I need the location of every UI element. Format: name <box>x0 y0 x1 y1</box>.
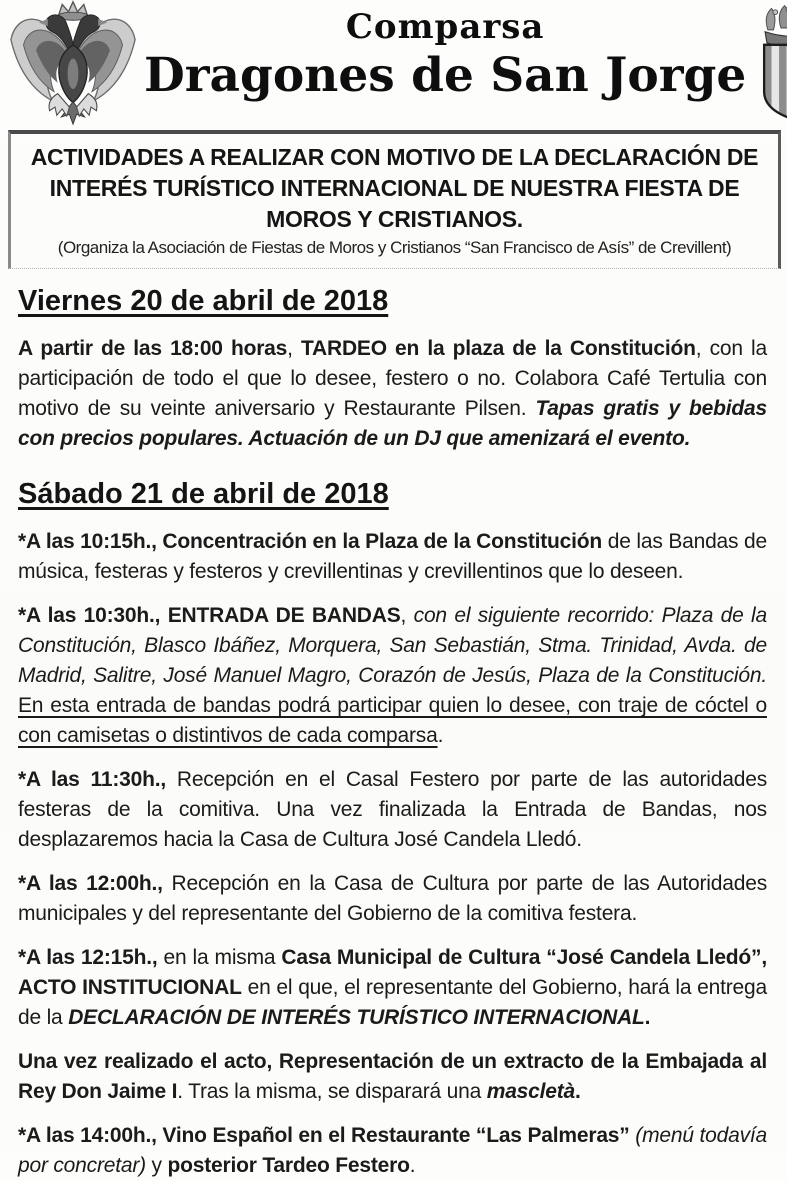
title-block <box>144 0 746 99</box>
event-paragraph-tardeo-1800: A partir de las 18:00 horas, TARDEO en la plaza de la Constitución, con la participación de todo el que lo desee, festero o no. Colabora Café Tertulia con motivo de su veinte aniversario y Restaurante Pilsen. Tapas gratis y bebidas con precios populares. Actuación de un DJ que amenizará el evento. <box>18 334 767 454</box>
notice-organizer: (Organiza la Asociación de Fiestas de Moros y Cristianos “San Francisco de Asís” de Crevillent) <box>21 238 768 258</box>
day-heading-saturday: Sábado 21 de abril de 2018 <box>18 478 389 511</box>
event-paragraph-concentracion-1015: *A las 10:15h., Concentración en la Plaza de la Constitución de las Bandas de música, festeras y festeros y crevillentinas y crevillentinos que lo deseen. <box>18 527 767 587</box>
crowned-shield-emblem-icon <box>746 0 787 126</box>
double-headed-eagle-emblem-icon <box>2 0 144 126</box>
event-paragraph-embajada-mascleta: Una vez realizado el acto, Representación de un extracto de la Embajada al Rey Don Jaime I. Tras la misma, se disparará una mascletà. <box>18 1047 767 1107</box>
event-paragraph-entrada-bandas-1030: *A las 10:30h., ENTRADA DE BANDAS, con el siguiente recorrido: Plaza de la Constitución, Blasco Ibáñez, Morquera, San Sebastián, Stma. Trinidad, Avda. de Madrid, Salitre, José Manuel Magro, Corazón de Jesús, Plaza de la Constitución. En esta entrada de bandas podrá participar quien lo desee, con traje de cóctel o con camisetas o distintivos de cada comparsa. <box>18 601 767 751</box>
day-heading-friday: Viernes 20 de abril de 2018 <box>18 285 388 318</box>
document-header <box>0 0 787 128</box>
event-paragraph-recepcion-casal-1130: *A las 11:30h., Recepción en el Casal Festero por parte de las autoridades festeras de la comitiva. Una vez finalizada la Entrada de Bandas, nos desplazaremos hacia la Casa de Cultura José Candela Lledó. <box>18 765 767 855</box>
notice-box <box>8 130 781 269</box>
comparsa-title: Comparsa <box>144 10 746 44</box>
event-paragraph-vino-espanol-1400: *A las 14:00h., Vino Español en el Restaurante “Las Palmeras” (menú todavía por concretar) y posterior Tardeo Festero. <box>18 1121 767 1181</box>
club-name-title: Dragones de San Jorge <box>144 52 746 99</box>
notice-title: ACTIVIDADES A REALIZAR CON MOTIVO DE LA DECLARACIÓN DE INTERÉS TURÍSTICO INTERNACIONAL DE NUESTRA FIESTA DE MOROS Y CRISTIANOS. <box>21 142 768 235</box>
schedule <box>0 269 787 1181</box>
event-paragraph-recepcion-cultura-1200: *A las 12:00h., Recepción en la Casa de Cultura por parte de las Autoridades municipales y del representante del Gobierno de la comitiva festera. <box>18 869 767 929</box>
event-paragraph-acto-institucional-1215: *A las 12:15h., en la misma Casa Municipal de Cultura “José Candela Lledó”, ACTO INSTITUCIONAL en el que, el representante del Gobierno, hará la entrega de la DECLARACIÓN DE INTERÉS TURÍSTICO INTERNACIONAL. <box>18 943 767 1033</box>
